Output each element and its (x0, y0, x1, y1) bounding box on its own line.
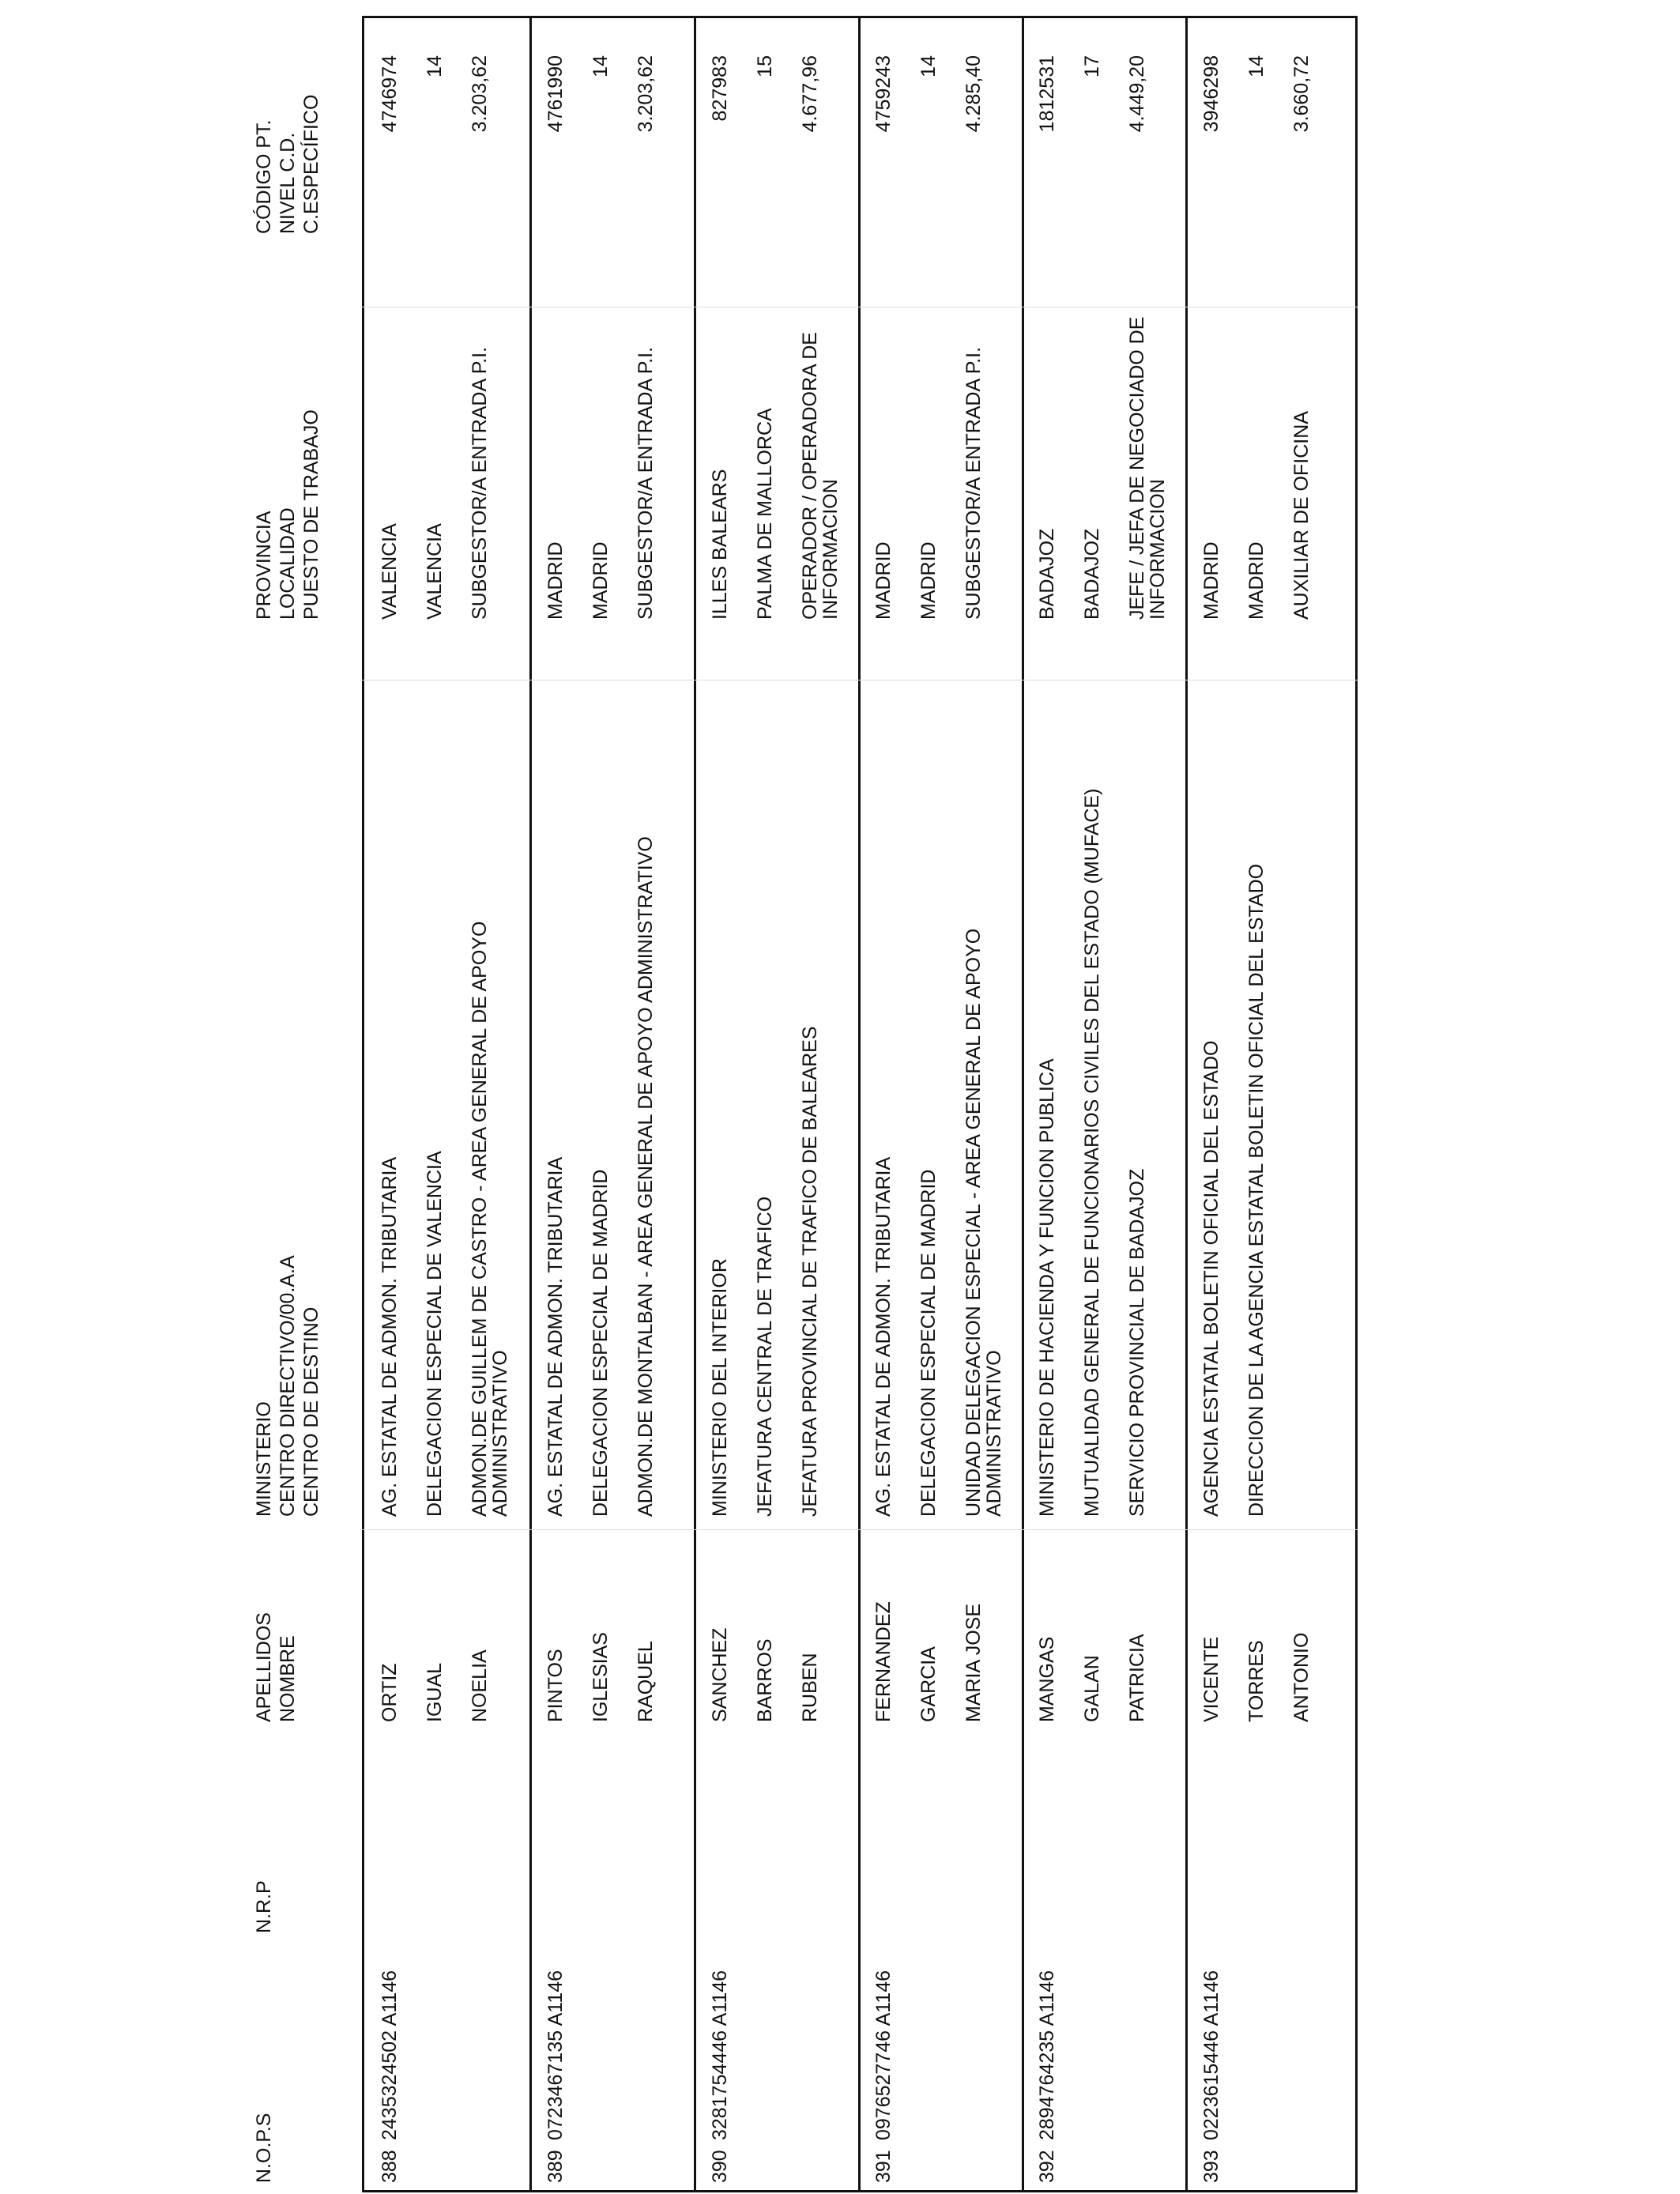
nops-number: 391 (872, 2150, 895, 2183)
c-especifico: 4.449,20 (1126, 55, 1148, 133)
localidad: MADRID (917, 541, 940, 620)
centro-destino-line1: UNIDAD DELEGACION ESPECIAL - AREA GENERAL DE APOYO (962, 928, 985, 1517)
provincia: VALENCIA (379, 523, 401, 620)
centro-directivo: DELEGACION ESPECIAL DE MADRID (917, 1169, 940, 1517)
nombre: NOELIA (469, 1649, 491, 1722)
ministerio: MINISTERIO DEL INTERIOR (709, 1258, 731, 1517)
record-separator (529, 16, 532, 2192)
c-especifico: 4.285,40 (962, 55, 985, 133)
nops-number: 393 (1200, 2150, 1222, 2183)
puesto-trabajo-line1: SUBGESTOR/A ENTRADA P.I. (635, 346, 657, 620)
puesto-trabajo-line1: SUBGESTOR/A ENTRADA P.I. (962, 346, 985, 620)
nops-number: 388 (379, 2150, 401, 2183)
header-nivel-cd: NIVEL C.D. (277, 132, 299, 234)
provincia: MADRID (872, 541, 895, 620)
apellido-primero: SANCHEZ (709, 1627, 731, 1722)
nops-number: 392 (1036, 2150, 1058, 2183)
c-especifico: 3.203,62 (469, 55, 491, 133)
nombre: ANTONIO (1290, 1632, 1313, 1722)
c-especifico: 3.660,72 (1290, 55, 1313, 133)
header-nrp: N.R.P (253, 1880, 275, 1933)
puesto-trabajo-line2: INFORMACION (819, 479, 842, 620)
c-especifico: 4.677,96 (799, 55, 821, 133)
apellido-segundo: IGUAL (424, 1662, 446, 1722)
header-provincia: PROVINCIA (253, 511, 275, 620)
puesto-trabajo-line1: AUXILIAR DE OFICINA (1290, 411, 1313, 620)
nombre: RAQUEL (635, 1641, 657, 1722)
apellido-segundo: BARROS (754, 1638, 776, 1722)
header-apellidos: APELLIDOS (253, 1612, 275, 1722)
codigo-pt: 1812531 (1036, 55, 1058, 133)
centro-destino-line1: SERVICIO PROVINCIAL DE BADAJOZ (1126, 1168, 1148, 1517)
codigo-pt: 3946298 (1200, 55, 1222, 133)
header-nombre: NOMBRE (277, 1635, 299, 1722)
nops-number: 389 (544, 2150, 567, 2183)
nrp-code: 0723467135 A1146 (544, 1970, 567, 2140)
provincia: MADRID (544, 541, 567, 620)
c-especifico: 3.203,62 (635, 55, 657, 133)
localidad: MADRID (1245, 541, 1268, 620)
nrp-code: 2435324502 A1146 (379, 1970, 401, 2140)
codigo-pt: 4761990 (544, 55, 567, 133)
apellido-primero: VICENTE (1200, 1636, 1222, 1722)
nivel-cd: 14 (1245, 55, 1268, 77)
nrp-code: 0223615446 A1146 (1200, 1970, 1222, 2140)
record-separator (858, 16, 861, 2192)
provincia: MADRID (1200, 541, 1222, 620)
ministerio: AG. ESTATAL DE ADMON. TRIBUTARIA (379, 1156, 401, 1517)
nivel-cd: 14 (590, 55, 612, 77)
ministerio: AG. ESTATAL DE ADMON. TRIBUTARIA (872, 1156, 895, 1517)
ministerio: AG. ESTATAL DE ADMON. TRIBUTARIA (544, 1156, 567, 1517)
nivel-cd: 14 (424, 55, 446, 77)
centro-directivo: MUTUALIDAD GENERAL DE FUNCIONARIOS CIVILES DEL ESTADO (MUFACE) (1081, 788, 1103, 1517)
nivel-cd: 15 (754, 55, 776, 77)
nrp-code: 0976527746 A1146 (872, 1970, 895, 2140)
record-separator (1022, 16, 1024, 2192)
nrp-code: 2894764235 A1146 (1036, 1970, 1058, 2140)
centro-directivo: JEFATURA CENTRAL DE TRAFICO (754, 1196, 776, 1517)
centro-directivo: DIRECCION DE LA AGENCIA ESTATAL BOLETIN OFICIAL DEL ESTADO (1245, 863, 1268, 1517)
puesto-trabajo-line1: SUBGESTOR/A ENTRADA P.I. (469, 346, 491, 620)
apellido-segundo: IGLESIAS (590, 1632, 612, 1722)
apellido-segundo: TORRES (1245, 1640, 1268, 1722)
nivel-cd: 14 (917, 55, 940, 77)
record-separator (1185, 16, 1188, 2192)
record-separator (694, 16, 696, 2192)
puesto-trabajo-line1: JEFE / JEFA DE NEGOCIADO DE (1126, 316, 1148, 620)
nops-number: 390 (709, 2150, 731, 2183)
nombre: RUBEN (799, 1653, 821, 1722)
nombre: PATRICIA (1126, 1634, 1148, 1722)
localidad: BADAJOZ (1081, 528, 1103, 620)
puesto-trabajo-line2: INFORMACION (1147, 479, 1169, 620)
nivel-cd: 17 (1081, 55, 1103, 77)
nombre: MARIA JOSE (962, 1603, 985, 1722)
centro-directivo: DELEGACION ESPECIAL DE MADRID (590, 1169, 612, 1517)
apellido-primero: MANGAS (1036, 1636, 1058, 1722)
header-codigo-pt: CÓDIGO PT. (253, 119, 275, 234)
localidad: VALENCIA (424, 523, 446, 620)
header-ministerio: MINISTERIO (253, 1401, 275, 1517)
apellido-segundo: GALAN (1081, 1655, 1103, 1722)
puesto-trabajo-line1: OPERADOR / OPERADORA DE (799, 332, 821, 620)
apellido-primero: PINTOS (544, 1649, 567, 1722)
header-localidad: LOCALIDAD (277, 507, 299, 620)
codigo-pt: 4759243 (872, 55, 895, 133)
centro-destino-line1: ADMON.DE GUILLEM DE CASTRO - AREA GENERAL DE APOYO (469, 921, 491, 1517)
ministerio: AGENCIA ESTATAL BOLETIN OFICIAL DEL ESTADO (1200, 1040, 1222, 1517)
localidad: MADRID (590, 541, 612, 620)
centro-destino-line1: JEFATURA PROVINCIAL DE TRAFICO DE BALEARES (799, 1026, 821, 1517)
provincia: BADAJOZ (1036, 528, 1058, 620)
nrp-code: 3281754446 A1146 (709, 1970, 731, 2140)
header-c-especifico: C.ESPECÍFICO (300, 94, 322, 234)
apellido-primero: FERNANDEZ (872, 1601, 895, 1722)
apellido-segundo: GARCIA (917, 1646, 940, 1722)
centro-destino-line1: ADMON.DE MONTALBAN - AREA GENERAL DE APOYO ADMINISTRATIVO (635, 836, 657, 1517)
apellido-primero: ORTIZ (379, 1663, 401, 1722)
codigo-pt: 827983 (709, 55, 731, 122)
centro-directivo: DELEGACION ESPECIAL DE VALENCIA (424, 1151, 446, 1517)
header-centro-directivo: CENTRO DIRECTIVO/00.A.A (277, 1255, 299, 1517)
header-nops: N.O.P.S (253, 2113, 275, 2183)
header-puesto-trabajo: PUESTO DE TRABAJO (300, 409, 322, 620)
ministerio: MINISTERIO DE HACIENDA Y FUNCION PUBLICA (1036, 1058, 1058, 1517)
provincia: ILLES BALEARS (709, 469, 731, 620)
header-centro-destino: CENTRO DE DESTINO (300, 1306, 322, 1517)
centro-destino-line2: ADMINISTRATIVO (489, 1350, 511, 1517)
column-divider (362, 1529, 1358, 1530)
codigo-pt: 4746974 (379, 55, 401, 133)
localidad: PALMA DE MALLORCA (754, 408, 776, 620)
centro-destino-line2: ADMINISTRATIVO (983, 1350, 1005, 1517)
